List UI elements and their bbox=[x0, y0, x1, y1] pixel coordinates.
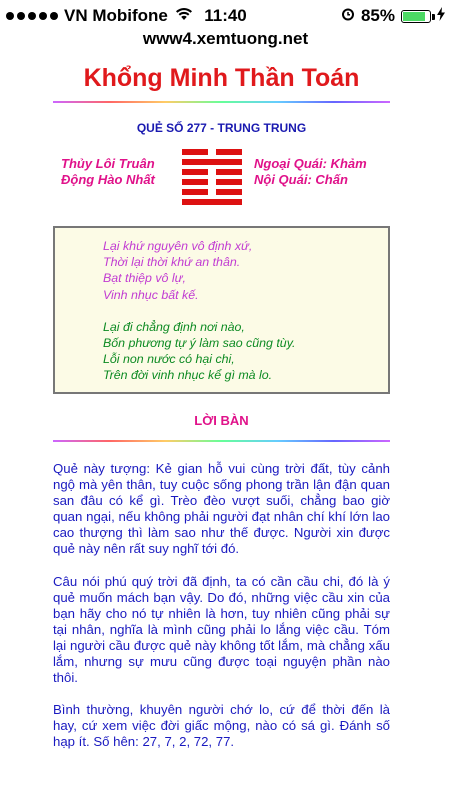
carrier-name: VN Mobifone bbox=[64, 6, 168, 25]
hexagram-info bbox=[53, 149, 390, 215]
charging-bolt-icon bbox=[437, 6, 445, 26]
battery-level-fill bbox=[403, 12, 425, 21]
poem-box bbox=[53, 226, 390, 394]
poem-line: Vinh nhục bất kế. bbox=[103, 287, 199, 302]
commentary-heading: LỜI BÀN bbox=[194, 413, 249, 428]
page-content bbox=[53, 58, 390, 751]
hexagram-line-yin bbox=[182, 179, 242, 185]
status-bar bbox=[0, 0, 451, 30]
hexagram-line-yin bbox=[182, 169, 242, 175]
poem-line: Bạt thiệp vô lự, bbox=[103, 271, 186, 286]
hexagram-line-yang bbox=[182, 159, 242, 165]
hexagram-names bbox=[61, 156, 155, 188]
hexagram-name: Thủy Lôi Truân bbox=[61, 156, 155, 171]
poem-line: Bốn phương tự ý làm sao cũng tùy. bbox=[103, 336, 296, 351]
page-title: Khổng Minh Thần Toán bbox=[83, 64, 360, 92]
rainbow-divider bbox=[53, 440, 390, 442]
hexagram-line-yang bbox=[182, 199, 242, 205]
commentary-paragraph: Câu nói phú quý trời đã định, ta có cần cầu chi, đó là ý quẻ muốn mách bạn vậy. Do đó, những việc cầu xin của bạn hãy cho nó tự nhiên là hơn, tuy nhiên cũng phải sự tại nhân, nghĩa là mình cũng phải lo lắng việc cầu. Tóm lại người cầu được quẻ này không tốt lắm, mà chẳng xấu lắm, nhưng sự mưu cũng được toại nguyện phần nào thôi. bbox=[53, 573, 390, 686]
poem-line: Thời lại thời khứ an thân. bbox=[103, 255, 241, 270]
commentary-paragraph: Quẻ này tượng: Kẻ gian hỗ vui cùng trời đất, tùy cảnh ngộ mà yên thân, tuy cuộc sống phong trần lận đận quan san đâu có kể gì. Trèo đèo vượt suối, chẳng bao giờ quan ngại, nếu không phải người đạt nhân chí khí lớn lao cao thượng thì làm sao như thế được. Người xin được quẻ này nên rất suy nghĩ tới đó. bbox=[53, 461, 390, 557]
commentary-paragraph: Bình thường, khuyên người chớ lo, cứ để thời đến là hay, cứ xem việc đời giấc mộng, nào có sá gì. Đánh số hạp ít. Số hên: 27, 7, 2, 72, 77. bbox=[53, 702, 390, 750]
outer-trigram: Ngoại Quái: Khảm bbox=[254, 156, 367, 171]
battery-icon bbox=[401, 10, 431, 23]
battery-percent: 85% bbox=[360, 6, 395, 25]
clock: 11:40 bbox=[204, 6, 247, 25]
poem-line: Trên đời vinh nhục kể gì mà lo. bbox=[103, 368, 273, 383]
hexagram-line-yin bbox=[182, 149, 242, 155]
poem-line: Lỗi non nước có hại chi, bbox=[103, 352, 235, 367]
poem-line: Lại khứ nguyên vô định xứ, bbox=[103, 239, 253, 253]
inner-trigram: Nội Quái: Chấn bbox=[254, 172, 348, 187]
trigrams bbox=[254, 156, 367, 188]
hexagram-line-yin bbox=[182, 189, 242, 195]
poem-line: Lại đi chẳng định nơi nào, bbox=[103, 319, 245, 334]
moving-line: Động Hào Nhất bbox=[61, 172, 155, 187]
url-bar[interactable]: www4.xemtuong.net bbox=[142, 29, 309, 48]
alarm-icon bbox=[341, 6, 355, 26]
hexagram-number: QUẺ SỐ 277 - TRUNG TRUNG bbox=[136, 121, 307, 135]
status-right-group bbox=[341, 6, 445, 26]
poem-stanza-1 bbox=[103, 238, 388, 303]
rainbow-divider bbox=[53, 101, 390, 103]
poem-stanza-2 bbox=[103, 319, 388, 384]
hexagram-symbol bbox=[182, 149, 242, 209]
